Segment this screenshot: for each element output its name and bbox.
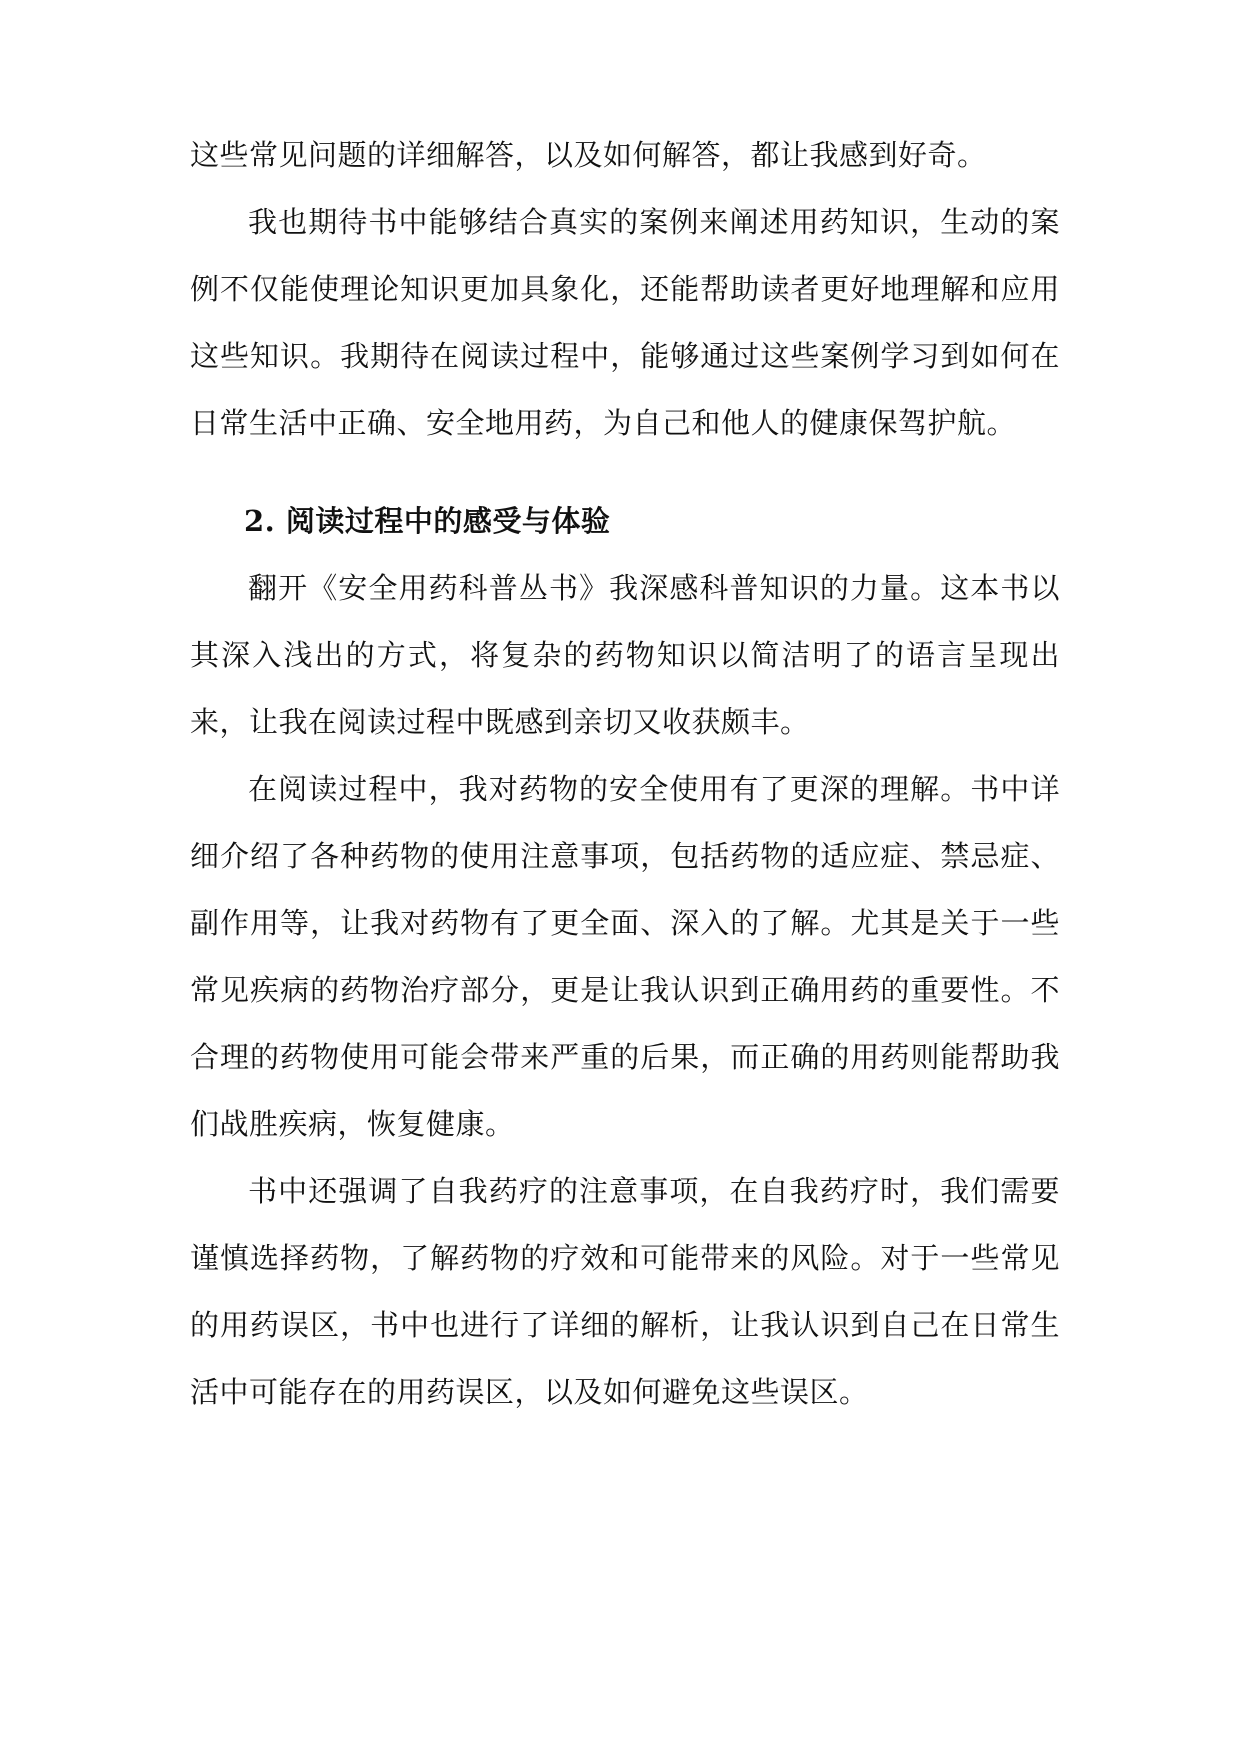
paragraph-reading-understanding: 在阅读过程中，我对药物的安全使用有了更深的理解。书中详细介绍了各种药物的使用注意事项，包括药物的适应症、禁忌症、副作用等，让我对药物有了更全面、深入的了解。尤其是关于一些常见疾病的药物治疗部分，更是让我认识到正确用药的重要性。不合理的药物使用可能会带来严重的后果，而正确的用药则能帮助我们战胜疾病，恢复健康。: [190, 772, 1060, 1141]
paragraph-expectation-cases: 我也期待书中能够结合真实的案例来阐述用药知识，生动的案例不仅能使理论知识更加具象化，还能帮助读者更好地理解和应用这些知识。我期待在阅读过程中，能够通过这些案例学习到如何在日常生活中正确、安全地用药，为自己和他人的健康保驾护航。: [190, 205, 1060, 440]
paragraph-self-medication: 书中还强调了自我药疗的注意事项，在自我药疗时，我们需要谨慎选择药物，了解药物的疗效和可能带来的风险。对于一些常见的用药误区，书中也进行了详细的解析，让我认识到自己在日常生活中可能存在的用药误区，以及如何避免这些误区。: [190, 1174, 1060, 1409]
paragraph-continuation: 这些常见问题的详细解答，以及如何解答，都让我感到好奇。: [190, 138, 987, 172]
section-heading: 2. 阅读过程中的感受与体验: [244, 504, 611, 538]
paragraph-opening-book: 翻开《安全用药科普丛书》我深感科普知识的力量。这本书以其深入浅出的方式，将复杂的药物知识以简洁明了的语言呈现出来，让我在阅读过程中既感到亲切又收获颇丰。: [190, 571, 1060, 739]
